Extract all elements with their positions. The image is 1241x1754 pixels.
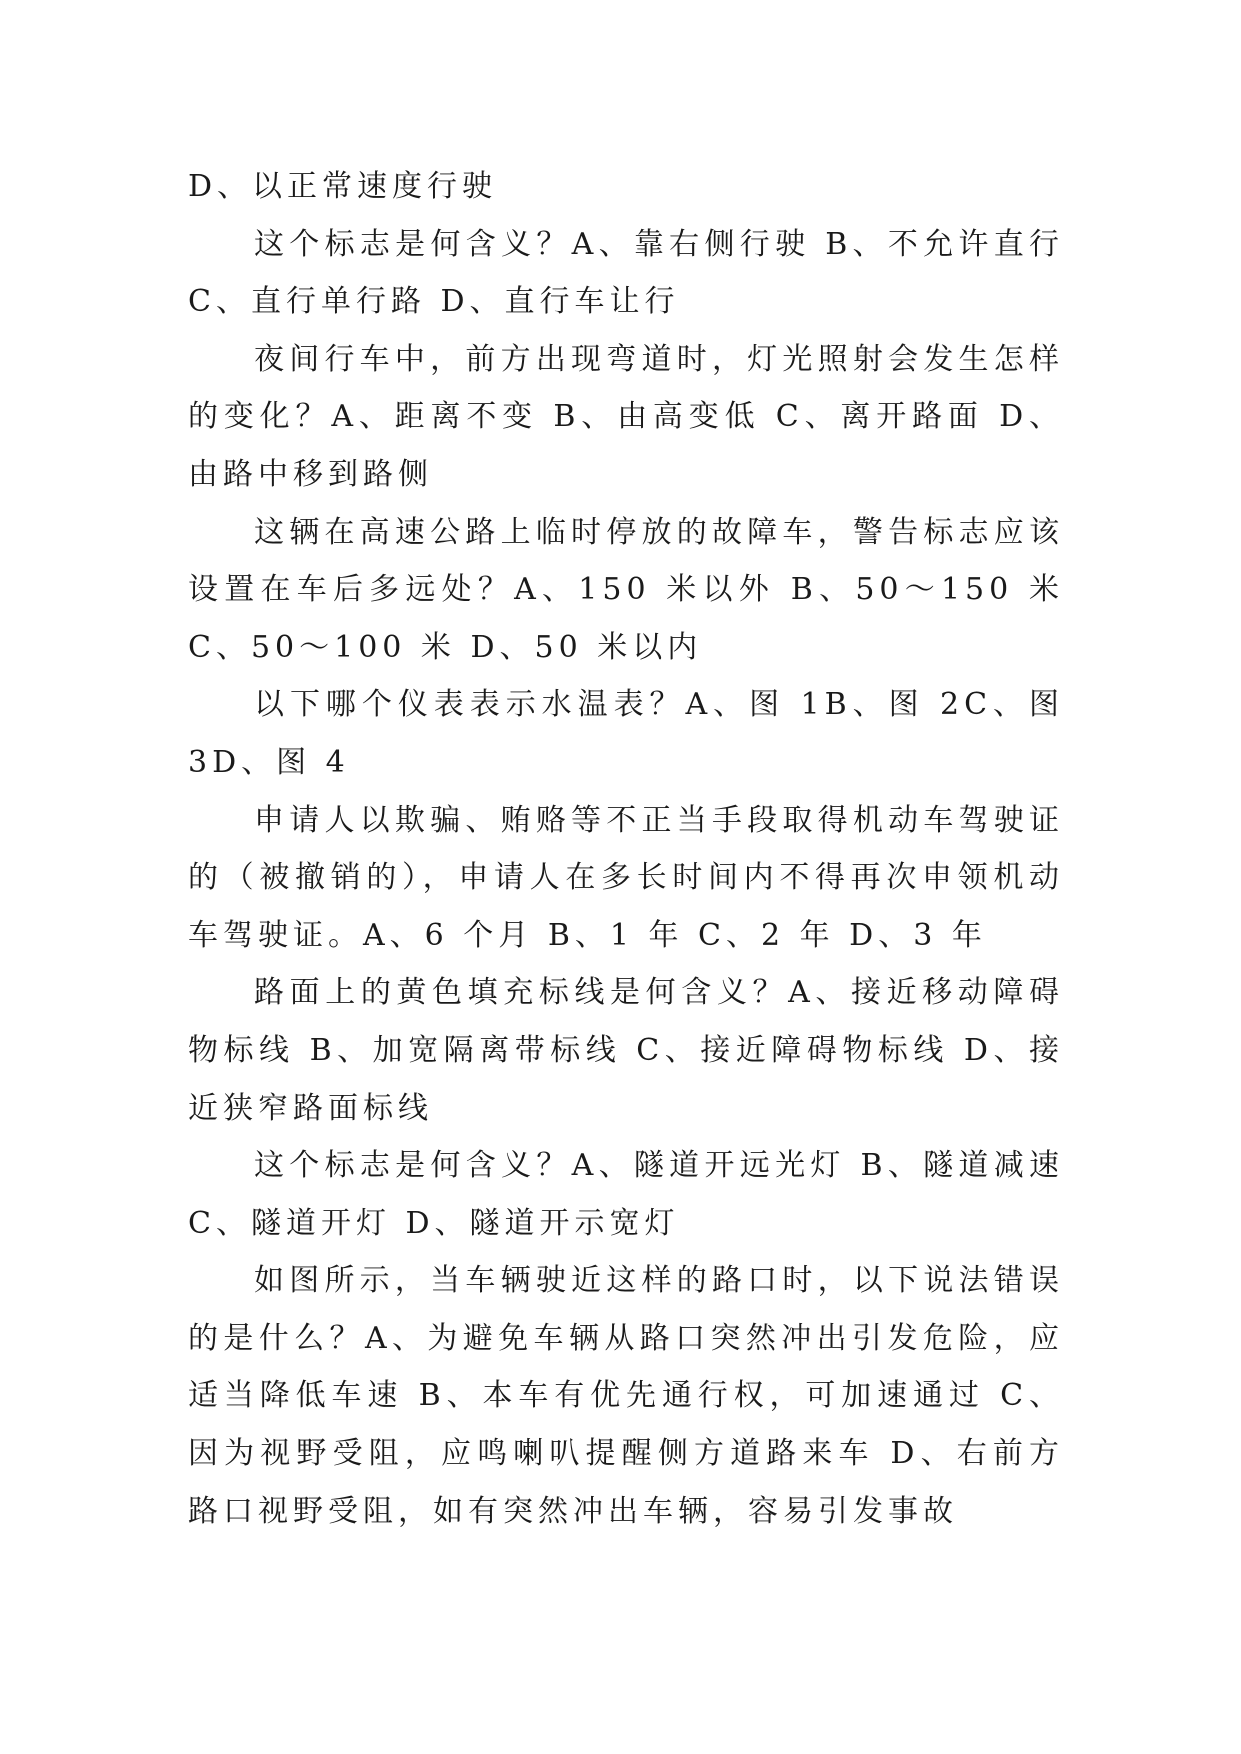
paragraph-question-warning-sign-distance: 这辆在高速公路上临时停放的故障车，警告标志应该设置在车后多远处？A、150 米以外 B、50～150 米 C、50～100 米 D、50 米以内 [188,514,1064,665]
paragraph-question-water-temp-gauge: 以下哪个仪表表示水温表？A、图 1B、图 2C、图 3D、图 4 [188,687,1064,780]
paragraph-question-tunnel-sign: 这个标志是何含义？A、隧道开远光灯 B、隧道减速 C、隧道开灯 D、隧道开示宽灯 [188,1148,1064,1241]
paragraph-question-intersection: 如图所示，当车辆驶近这样的路口时，以下说法错误的是什么？A、为避免车辆从路口突然冲出引发危险，应适当降低车速 B、本车有优先通行权，可加速通过 C、因为视野受阻，应鸣喇叭提醒侧方道路来车 D、右前方路口视野受阻，如有突然冲出车辆，容易引发事故 [188,1263,1064,1529]
paragraph-answer-d: D、以正常速度行驶 [188,169,498,204]
paragraph-question-sign-meaning: 这个标志是何含义？A、靠右侧行驶 B、不允许直行 C、直行单行路 D、直行车让行 [188,226,1064,320]
paragraph-question-night-curve: 夜间行车中，前方出现弯道时，灯光照射会发生怎样的变化？A、距离不变 B、由高变低 C、离开路面 D、由路中移到路侧 [188,341,1064,492]
paragraph-question-yellow-marking: 路面上的黄色填充标线是何含义？A、接近移动障碍物标线 B、加宽隔离带标线 C、接近障碍物标线 D、接近狭窄路面标线 [188,975,1064,1126]
paragraph-question-license-revoked: 申请人以欺骗、贿赂等不正当手段取得机动车驾驶证的（被撤销的），申请人在多长时间内不得再次申领机动车驾驶证。A、6 个月 B、1 年 C、2 年 D、3 年 [188,802,1064,953]
document-body [188,158,1064,1540]
